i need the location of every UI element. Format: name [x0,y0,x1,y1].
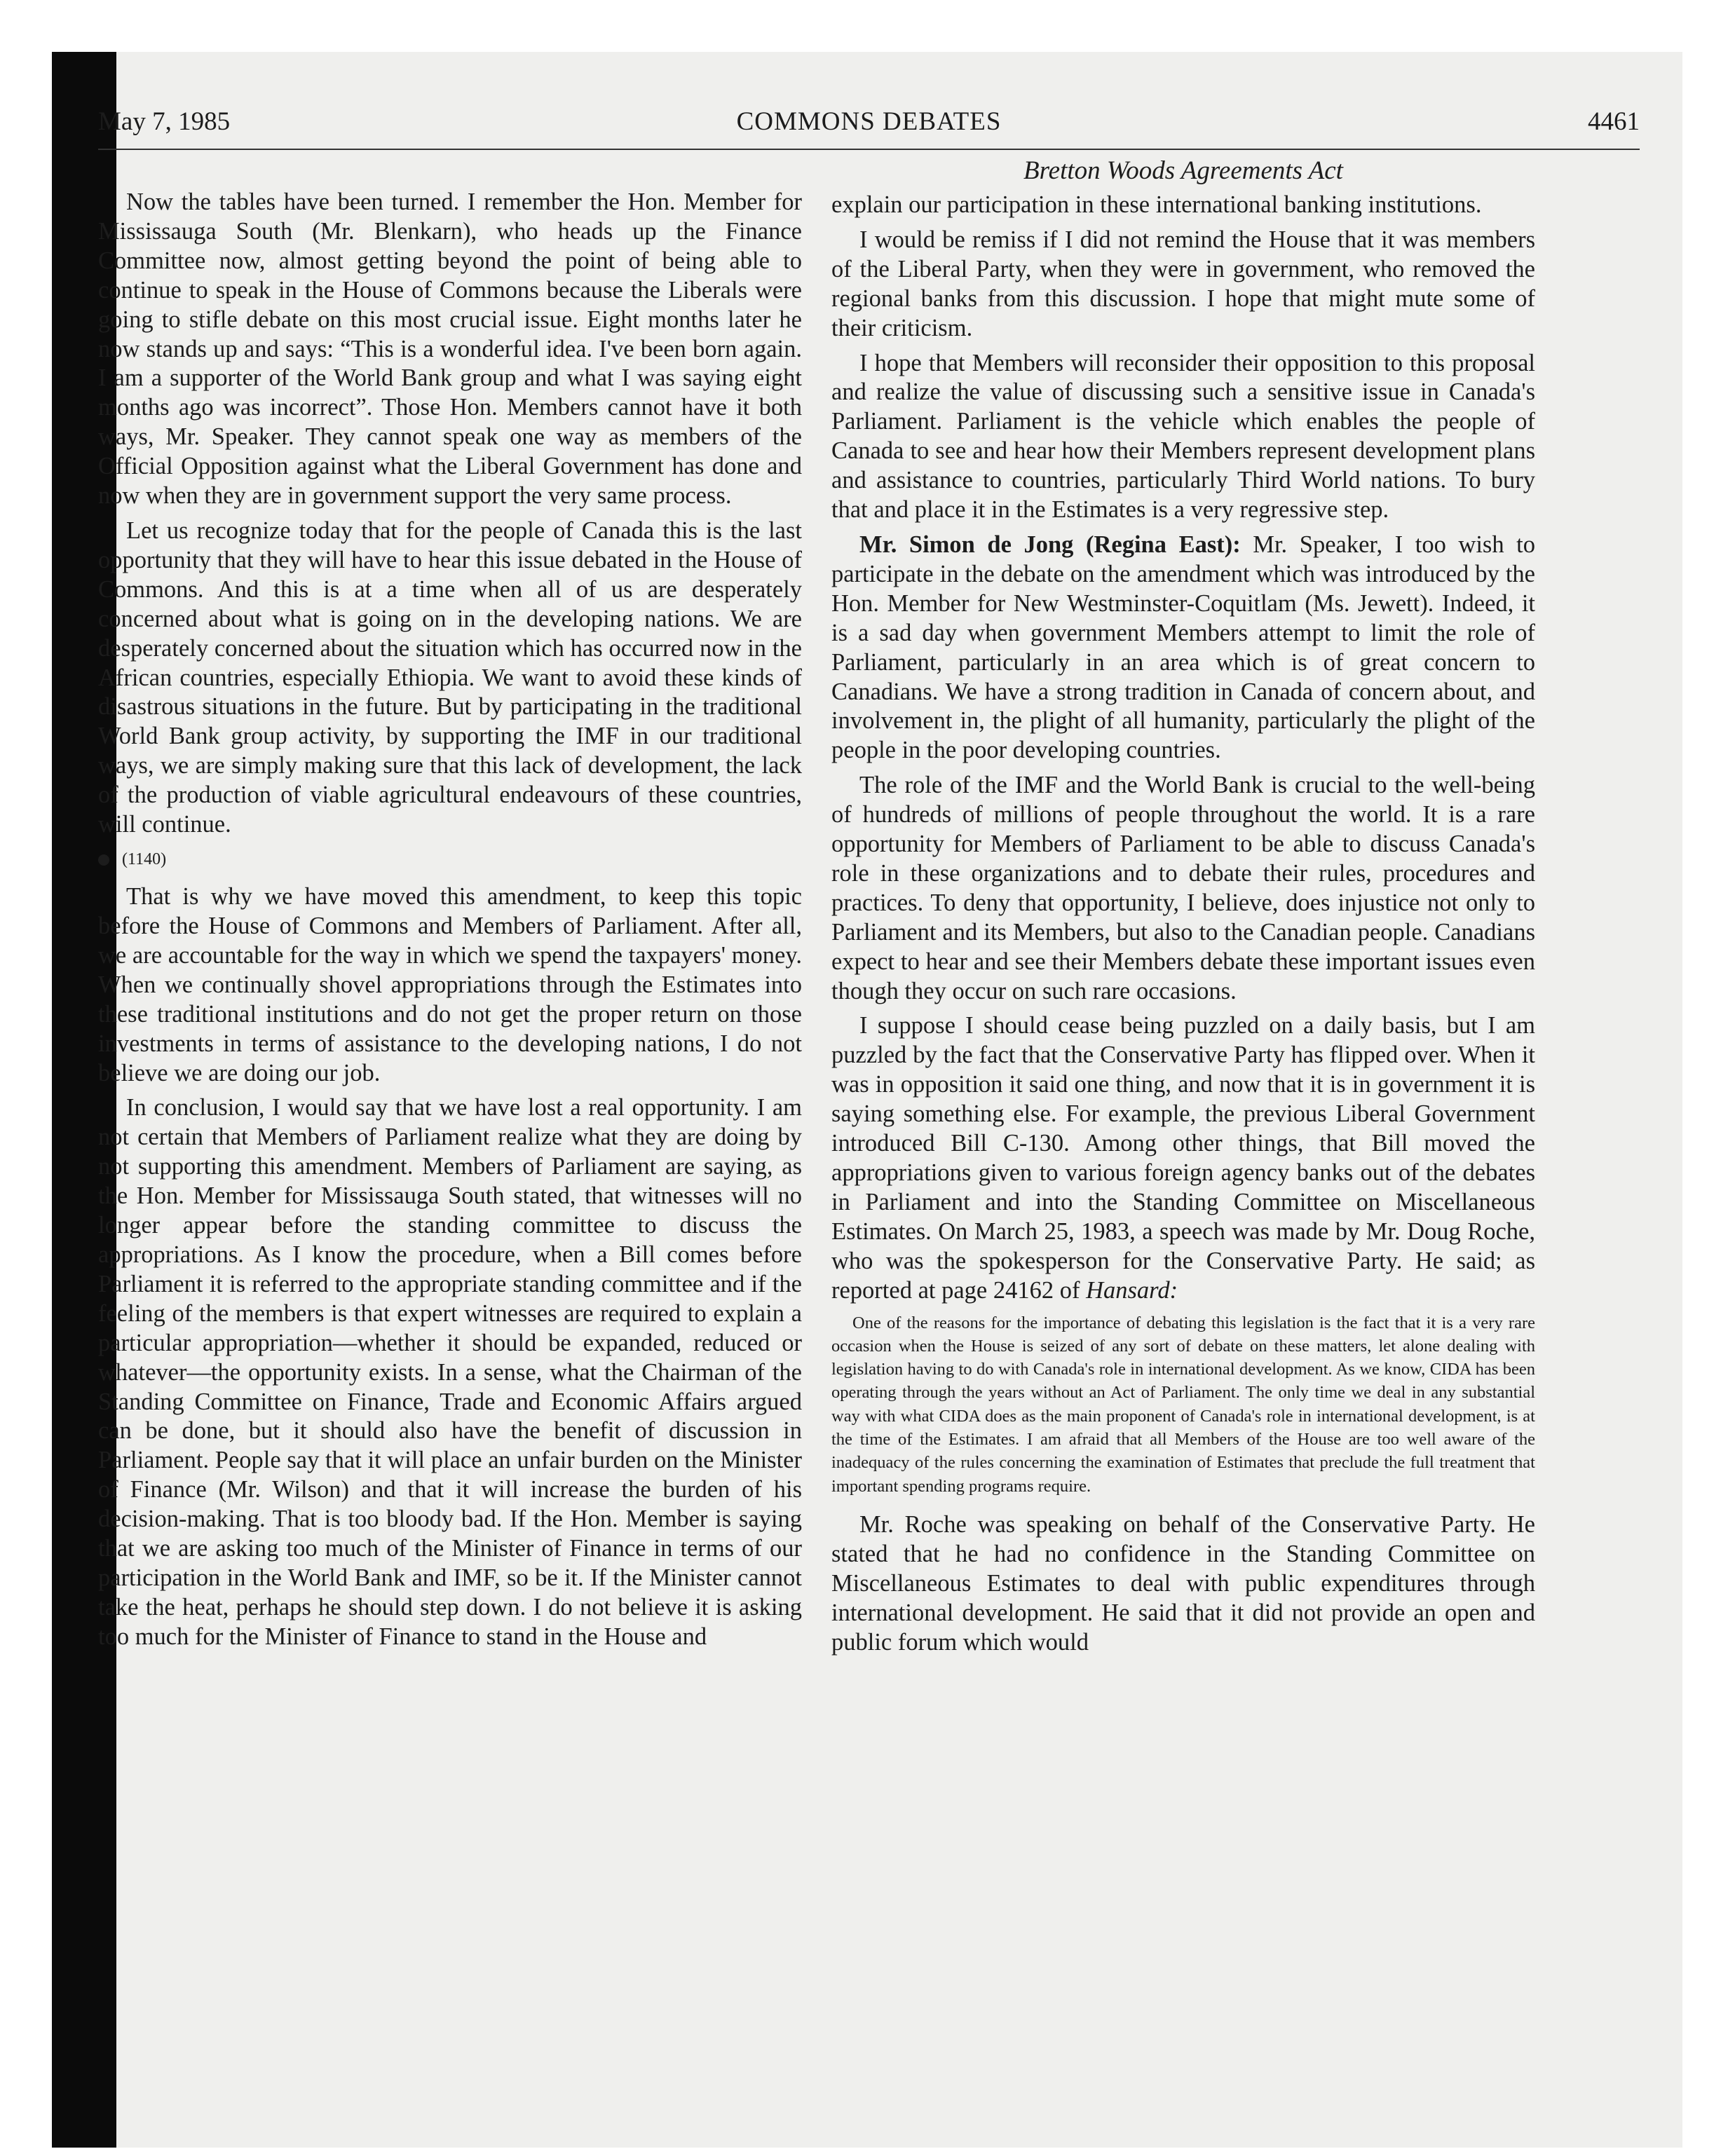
time-marker-label: (1140) [122,850,167,868]
time-marker [98,850,802,870]
subject-heading: Bretton Woods Agreements Act [1023,156,1343,185]
paragraph: I would be remiss if I did not remind the House that it was members of the Liberal Party, when they were in government, who removed the regional banks from this discussion. I hope that might mute some of their criticism. [831,226,1535,341]
paragraph: Mr. Roche was speaking on behalf of the Conservative Party. He stated that he had no confidence in the Standing Committee on Miscellaneous Estimates to deal with public expenditures through international development. He said that it did not provide an open and public forum which would [831,1511,1535,1656]
paragraph: Now the tables have been turned. I remember the Hon. Member for Mississauga South (Mr. Blenkarn), who heads up the Finance Committee now, almost getting beyond the point of being able to continue to speak in the House of Commons because the Liberals were going to stifle debate on this most crucial issue. Eight months later he now stands up and says: “This is a wonderful idea. I've been born again. I am a supporter of the World Bank group and what I was saying eight months ago was incorrect”. Those Hon. Members cannot have it both ways, Mr. Speaker. They cannot speak one way as members of the Official Opposition against what the Liberal Government has done and now when they are in government support the very same process. [98,189,802,510]
left-column [98,188,802,1926]
paragraph: I hope that Members will reconsider their opposition to this proposal and realize the value of discussing such a sensitive issue in Canada's Parliament. Parliament is the vehicle which enables the people of Canada to see and hear how their Members represent development plans and assistance to countries, particularly Third World nations. To bury that and place it in the Estimates is a very regressive step. [831,349,1535,524]
paragraph [831,1011,1535,1305]
speech-text: Mr. Speaker, I too wish to participate in the debate on the amendment which was introduced by the Hon. Member for New Westminster-Coquitlam (Ms. Jewett). Indeed, it is a sad day when government Members attempt to limit the role of Parliament, particularly in an area which is of great concern to Canadians. We have a strong tradition in Canada of concern about, and involvement in, the plight of all humanity, particularly the plight of the people in the poor developing countries. [831,531,1535,764]
paragraph: explain our participation in these international banking institutions. [831,191,1482,218]
running-header [98,107,1640,150]
paragraph: Let us recognize today that for the people of Canada this is the last opportunity that they will have to hear this issue debated in the House of Commons. And this is at a time when all of us are desperately concerned about what is going on in the developing nations. We are desperately concerned about the situation which has occurred now in the African countries, especially Ethiopia. We want to avoid these kinds of disastrous situations in the future. But by participating in the traditional World Bank group activity, by supporting the IMF in our traditional ways, we are simply making sure that this lack of development, the lack of the production of viable agricultural endeavours of these countries, will continue. [98,517,802,838]
right-column [831,191,1535,1929]
speech-paragraph [831,531,1535,765]
header-date: May 7, 1985 [98,107,231,136]
page-number: 4461 [1588,107,1640,136]
bullet-icon [98,854,109,866]
paragraph: The role of the IMF and the World Bank is crucial to the well-being of hundreds of millions of people throughout the world. It is a rare opportunity for Members of Parliament to be able to discuss Canada's role in these organizations and to debate their rules, procedures and practices. To deny that opportunity, I believe, does injustice not only to Parliament and its Members, but also to the Canadian people. Canadians expect to hear and see their Members debate these important issues even though they occur on such rare occasions. [831,772,1535,1004]
speaker-name: Mr. Simon de Jong (Regina East): [859,531,1241,558]
paragraph-text: I suppose I should cease being puzzled on a daily basis, but I am puzzled by the fact that the Conservative Party has flipped over. When it was in opposition it said one thing, and now that it is in government it is saying something else. For example, the previous Liberal Government introduced Bill C-130. Among other things, that Bill moved the appropriations given to various foreign agency banks out of the debates in Parliament and into the Standing Committee on Miscellaneous Estimates. On March 25, 1983, a speech was made by Mr. Doug Roche, who was the spokesperson for the Conservative Party. He said; as reported at page 24162 of [831,1012,1535,1304]
block-quote: One of the reasons for the importance of debating this legislation is the fact that it is a very rare occasion when the House is seized of any sort of debate on these matters, let alone dealing with legislation having to do with Canada's role in international development. As we know, CIDA has been operating through the years without an Act of Parliament. The only time we deal in any substantial way with what CIDA does as the main proponent of Canada's role in international development, is at the time of the Estimates. I am afraid that all Members of the House are too well aware of the inadequacy of the rules concerning the examination of Estimates that preclude the full treatment that important spending programs require. [831,1313,1535,1496]
paragraph: That is why we have moved this amendment, to keep this topic before the House of Commons and Members of Parliament. After all, we are accountable for the way in which we spend the taxpayers' money. When we continually shovel appropriations through the Estimates into these traditional institutions and do not get the proper return on those investments in terms of assistance to the developing nations, I do not believe we are doing our job. [98,883,802,1086]
source-citation: Hansard: [1086,1276,1178,1304]
header-title: COMMONS DEBATES [736,107,1002,136]
paragraph: In conclusion, I would say that we have lost a real opportunity. I am not certain that Members of Parliament realize what they are doing by not supporting this amendment. Members of Parliament are saying, as the Hon. Member for Mississauga South stated, that witnesses will no longer appear before the standing committee to discuss the appropriations. As I know the procedure, when a Bill comes before Parliament it is referred to the appropriate standing committee and if the feeling of the members is that expert witnesses are required to explain a particular appropriation—whether it should be expanded, reduced or whatever—the opportunity exists. In a sense, what the Chairman of the Standing Committee on Finance, Trade and Economic Affairs argued can be done, but it should also have the benefit of discussion in Parliament. People say that it will place an unfair burden on the Minister of Finance (Mr. Wilson) and that it will increase the burden of his decision-making. That is too bloody bad. If the Hon. Member is saying that we are asking too much of the Minister of Finance in terms of our participation in the World Bank and IMF, so be it. If the Minister cannot take the heat, perhaps he should step down. I do not believe it is asking too much for the Minister of Finance to stand in the House and [98,1094,802,1650]
